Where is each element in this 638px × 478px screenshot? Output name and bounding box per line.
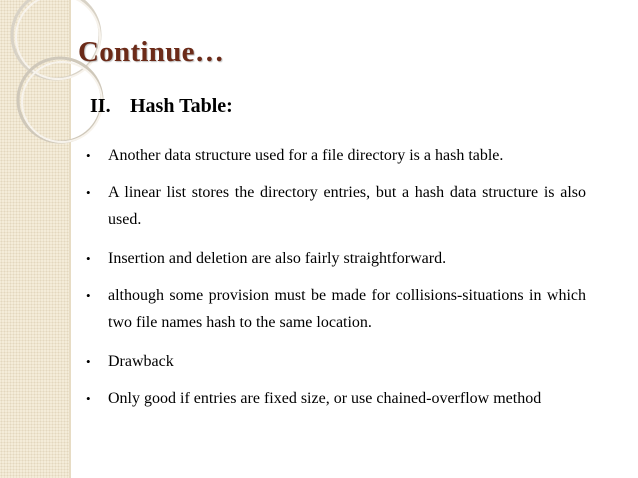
bullet-text: Insertion and deletion are also fairly straightforward. (108, 250, 447, 267)
section-heading (90, 95, 233, 118)
slide-title: Continue… (78, 36, 225, 68)
bullet-item (86, 142, 586, 169)
bullet-icon: • (86, 354, 91, 369)
bullet-icon: • (86, 148, 91, 163)
bullet-item (86, 385, 586, 412)
bullet-text: Only good if entries are fixed size, or use chained-overflow method (108, 390, 542, 407)
bullet-icon: • (86, 288, 91, 303)
bullet-text: although some provision must be made for collisions-situations in which two file names hash to the same location. (108, 287, 586, 331)
bullet-list (86, 142, 586, 422)
bullet-icon: • (86, 391, 91, 406)
bullet-icon: • (86, 251, 91, 266)
bullet-text: A linear list stores the directory entries, but a hash data structure is also used. (108, 184, 586, 228)
bullet-text: Another data structure used for a file directory is a hash table. (108, 147, 504, 164)
bullet-item (86, 245, 586, 272)
decorative-circles (0, 0, 120, 160)
section-title: Hash Table: (130, 95, 233, 117)
bullet-icon: • (86, 185, 91, 200)
bullet-text: Drawback (108, 353, 174, 370)
bullet-item (86, 179, 586, 233)
bullet-item (86, 348, 586, 375)
bullet-item (86, 282, 586, 336)
section-number: II. (90, 95, 111, 117)
